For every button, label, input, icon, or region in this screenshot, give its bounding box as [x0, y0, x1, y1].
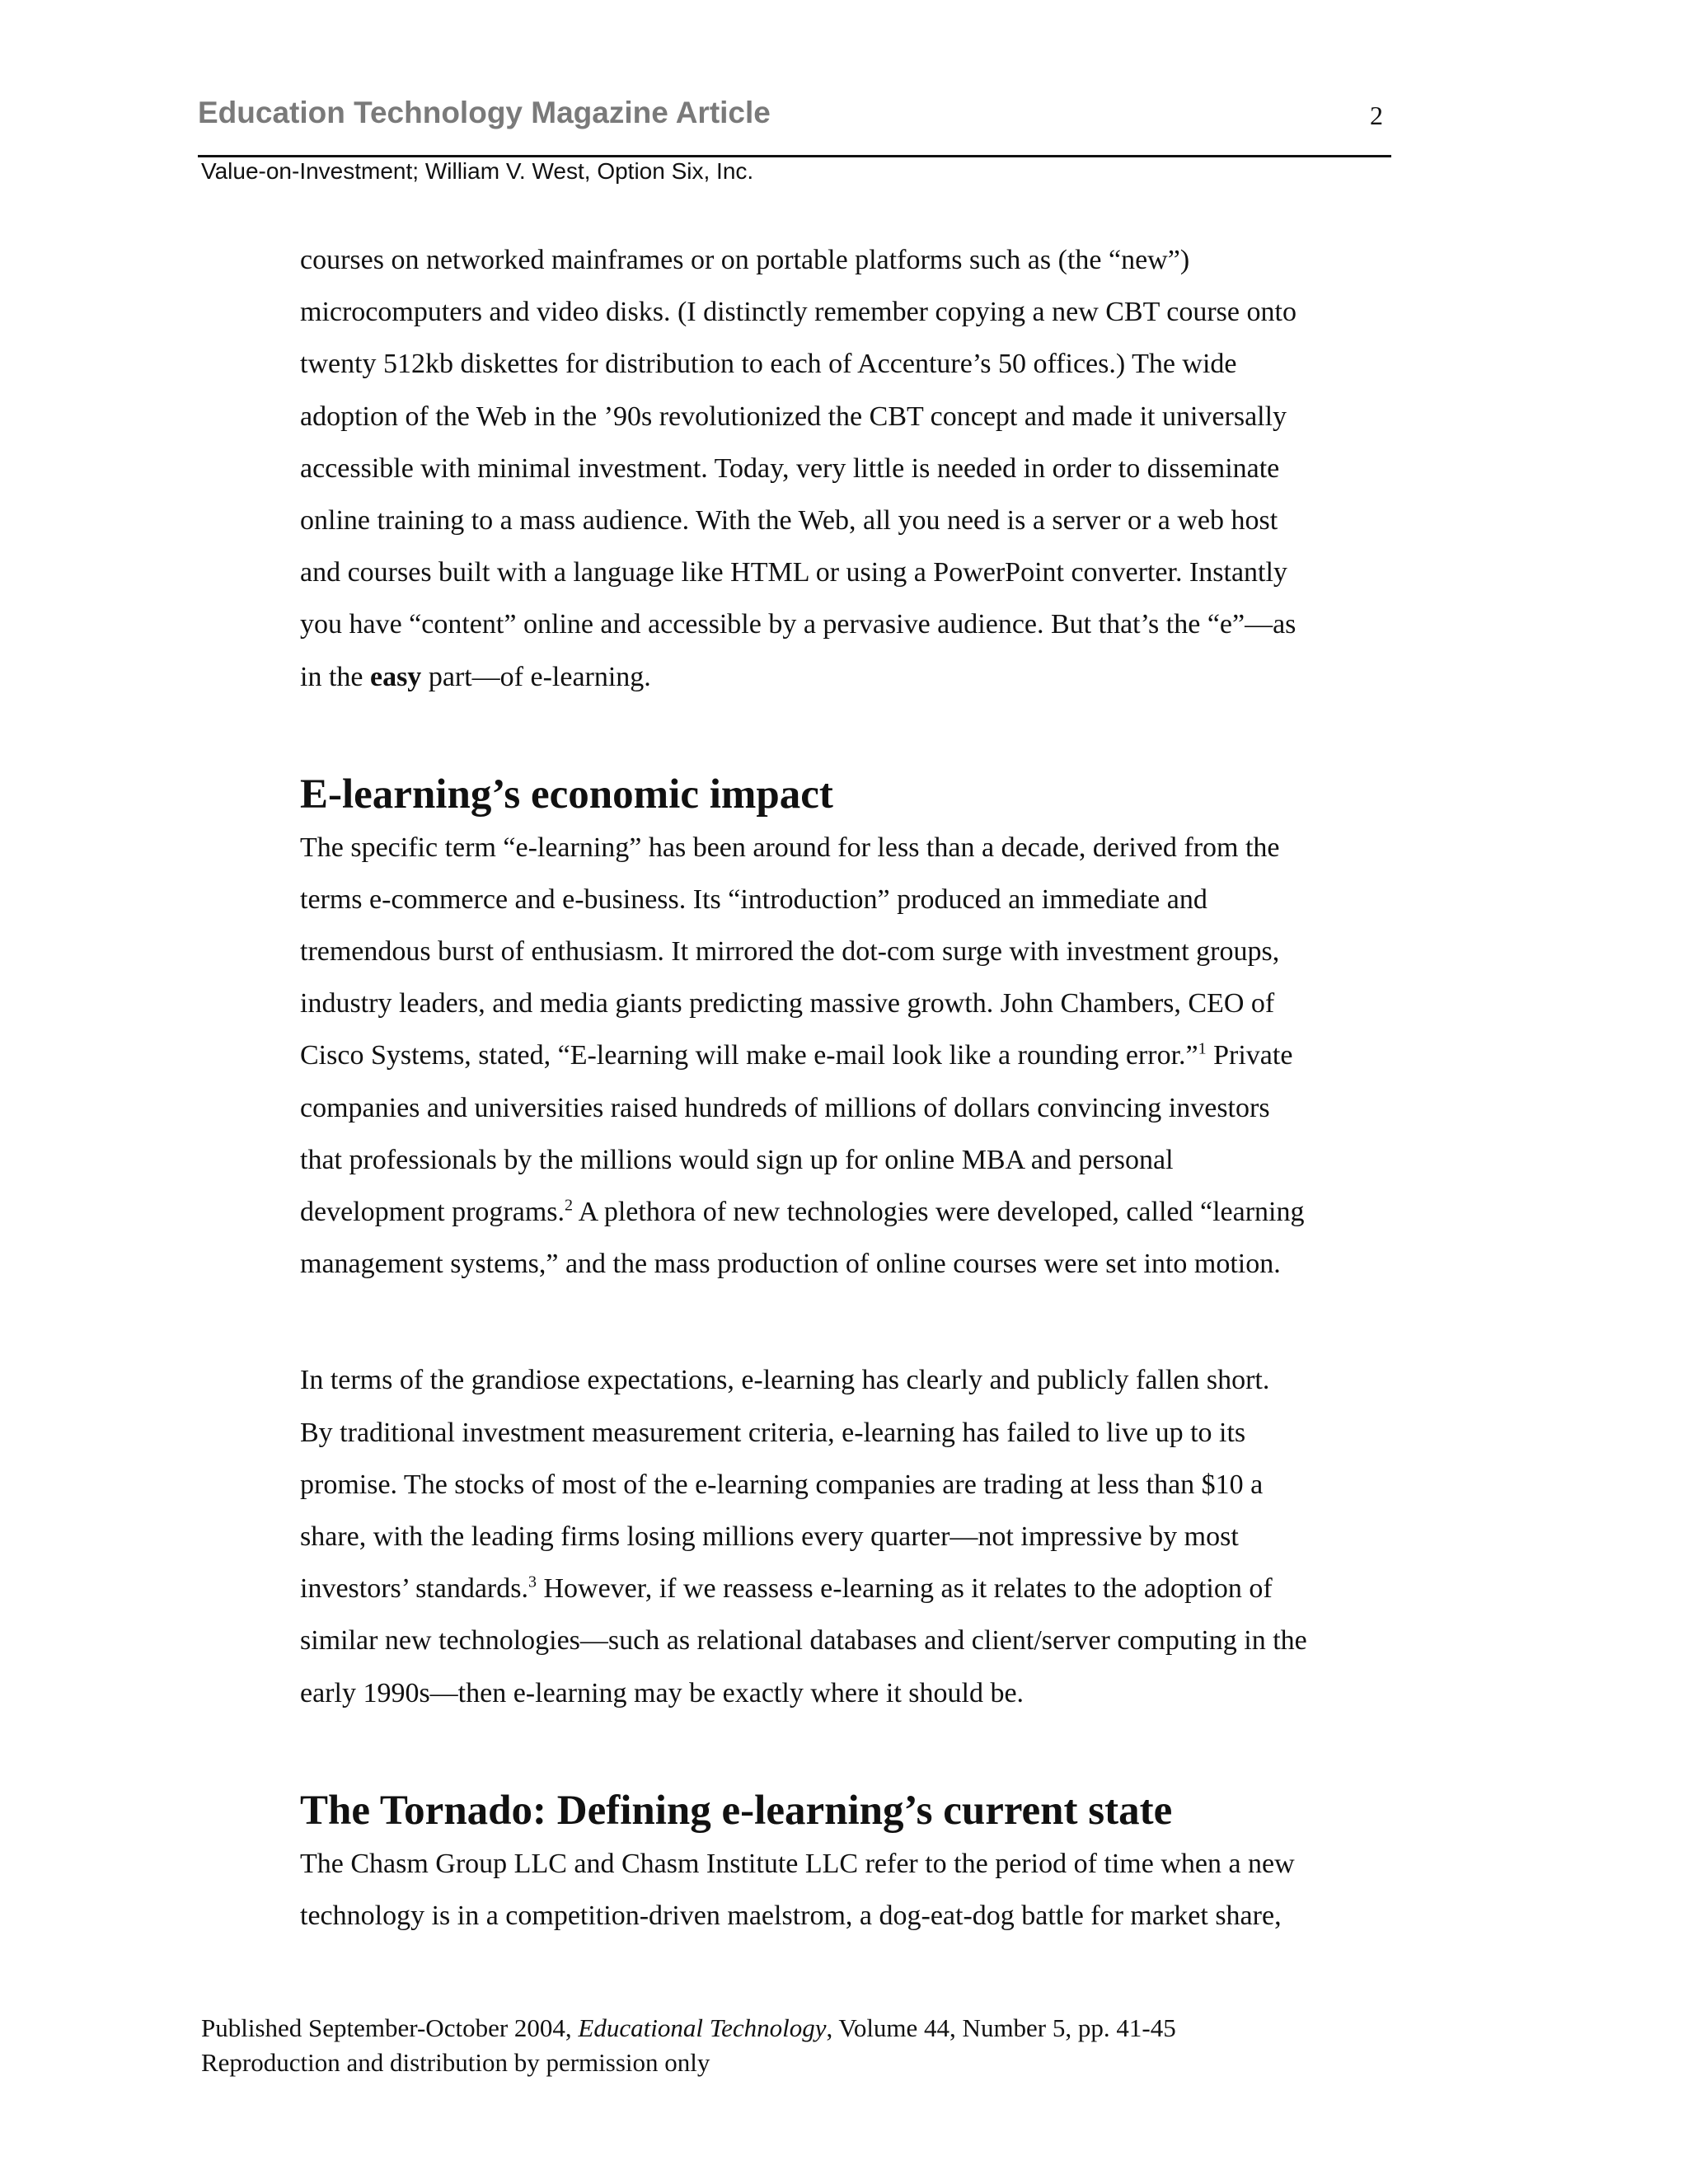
text-line: you have “content” online and accessible by a pervasive audience. But that’s the “e”—as: [300, 609, 1296, 640]
text-line: promise. The stocks of most of the e-learning companies are trading at less than $10 a: [300, 1469, 1264, 1500]
text-line: The specific term “e-learning” has been around for less than a decade, derived from the: [300, 832, 1280, 863]
text-line: In terms of the grandiose expectations, e-learning has clearly and publicly fallen short.: [300, 1365, 1270, 1396]
paragraph-2: [300, 822, 1396, 1291]
text-line: management systems,” and the mass production of online courses were set into motion.: [300, 1249, 1281, 1280]
text-line: microcomputers and video disks. (I distinctly remember copying a new CBT course onto: [300, 297, 1296, 328]
emphasis-easy: easy: [369, 661, 422, 692]
text-run: investors’ standards.: [300, 1573, 528, 1605]
text-run: Private: [1206, 1040, 1293, 1071]
text-line: companies and universities raised hundreds of millions of dollars convincing investors: [300, 1092, 1270, 1123]
section-heading-tornado: The Tornado: Defining e-learning’s current state: [300, 1787, 1173, 1834]
text-run: Cisco Systems, stated, “E-learning will make e-mail look like a rounding error.”: [300, 1040, 1198, 1071]
text-line: accessible with minimal investment. Today, very little is needed in order to disseminate: [300, 452, 1280, 484]
paragraph-4: [300, 1838, 1396, 1942]
text-line: By traditional investment measurement criteria, e-learning has failed to live up to its: [300, 1417, 1246, 1448]
text-run: development programs.: [300, 1197, 565, 1227]
text-line: The Chasm Group LLC and Chasm Institute LLC refer to the period of time when a new: [300, 1848, 1295, 1879]
text-run: , Volume 44, Number 5, pp. 41-45: [826, 2013, 1176, 2042]
text-line: similar new technologies—such as relational databases and client/server computing in the: [300, 1625, 1307, 1657]
text-line: tremendous burst of enthusiasm. It mirrored the dot-com surge with investment groups,: [300, 936, 1280, 968]
page-footer: [201, 2011, 1176, 2080]
text-line: [300, 1186, 1396, 1238]
journal-name: Educational Technology: [578, 2013, 827, 2042]
paragraph-spacer: [300, 703, 1396, 767]
text-line: adoption of the Web in the ’90s revolutionized the CBT concept and made it universally: [300, 401, 1287, 432]
page-number: 2: [1370, 101, 1383, 130]
text-line: [300, 1563, 1396, 1615]
text-line: share, with the leading firms losing millions every quarter—not impressive by most: [300, 1521, 1239, 1552]
section-heading-economic-impact: E-learning’s economic impact: [300, 771, 833, 818]
footnote-ref-3: 3: [528, 1572, 537, 1591]
text-line: courses on networked mainframes or on portable platforms such as (the “new”): [300, 245, 1190, 275]
text-line: terms e-commerce and e-business. Its “introduction” produced an immediate and: [300, 883, 1207, 915]
paragraph-1: [300, 234, 1396, 703]
text-run: Published September-October 2004,: [201, 2013, 579, 2042]
permission-notice: Reproduction and distribution by permission only: [201, 2048, 710, 2077]
footnote-ref-2: 2: [565, 1196, 574, 1215]
page-header: [198, 92, 1391, 157]
footnote-ref-1: 1: [1198, 1040, 1207, 1059]
header-subtitle: Value-on-Investment; William V. West, Option Six, Inc.: [201, 158, 754, 184]
header-title: Education Technology Magazine Article: [198, 96, 771, 129]
text-run: A plethora of new technologies were developed, called “learning: [573, 1197, 1305, 1227]
paragraph-3: [300, 1354, 1396, 1718]
text-line: and courses built with a language like HTML or using a PowerPoint converter. Instantly: [300, 557, 1287, 588]
text-line: technology is in a competition-driven maelstrom, a dog-eat-dog battle for market share,: [300, 1900, 1282, 1931]
publication-info: [201, 2011, 1176, 2046]
text-line: that professionals by the millions would sign up for online MBA and personal: [300, 1144, 1174, 1175]
text-line: online training to a mass audience. With the Web, all you need is a server or a web host: [300, 504, 1278, 536]
paragraph-spacer: [300, 1719, 1396, 1783]
text-line: [300, 651, 1396, 703]
text-run: However, if we reassess e-learning as it relates to the adoption of: [536, 1573, 1273, 1605]
text-line: twenty 512kb diskettes for distribution to each of Accenture’s 50 offices.) The wide: [300, 349, 1237, 380]
article-body: [300, 234, 1396, 1942]
text-run: in the: [300, 661, 370, 692]
paragraph-spacer: [300, 1290, 1396, 1354]
text-line: industry leaders, and media giants predicting massive growth. John Chambers, CEO of: [300, 988, 1275, 1019]
text-line: early 1990s—then e-learning may be exactly where it should be.: [300, 1677, 1025, 1708]
text-run: part—of e-learning.: [421, 661, 651, 692]
text-line: [300, 1029, 1396, 1081]
